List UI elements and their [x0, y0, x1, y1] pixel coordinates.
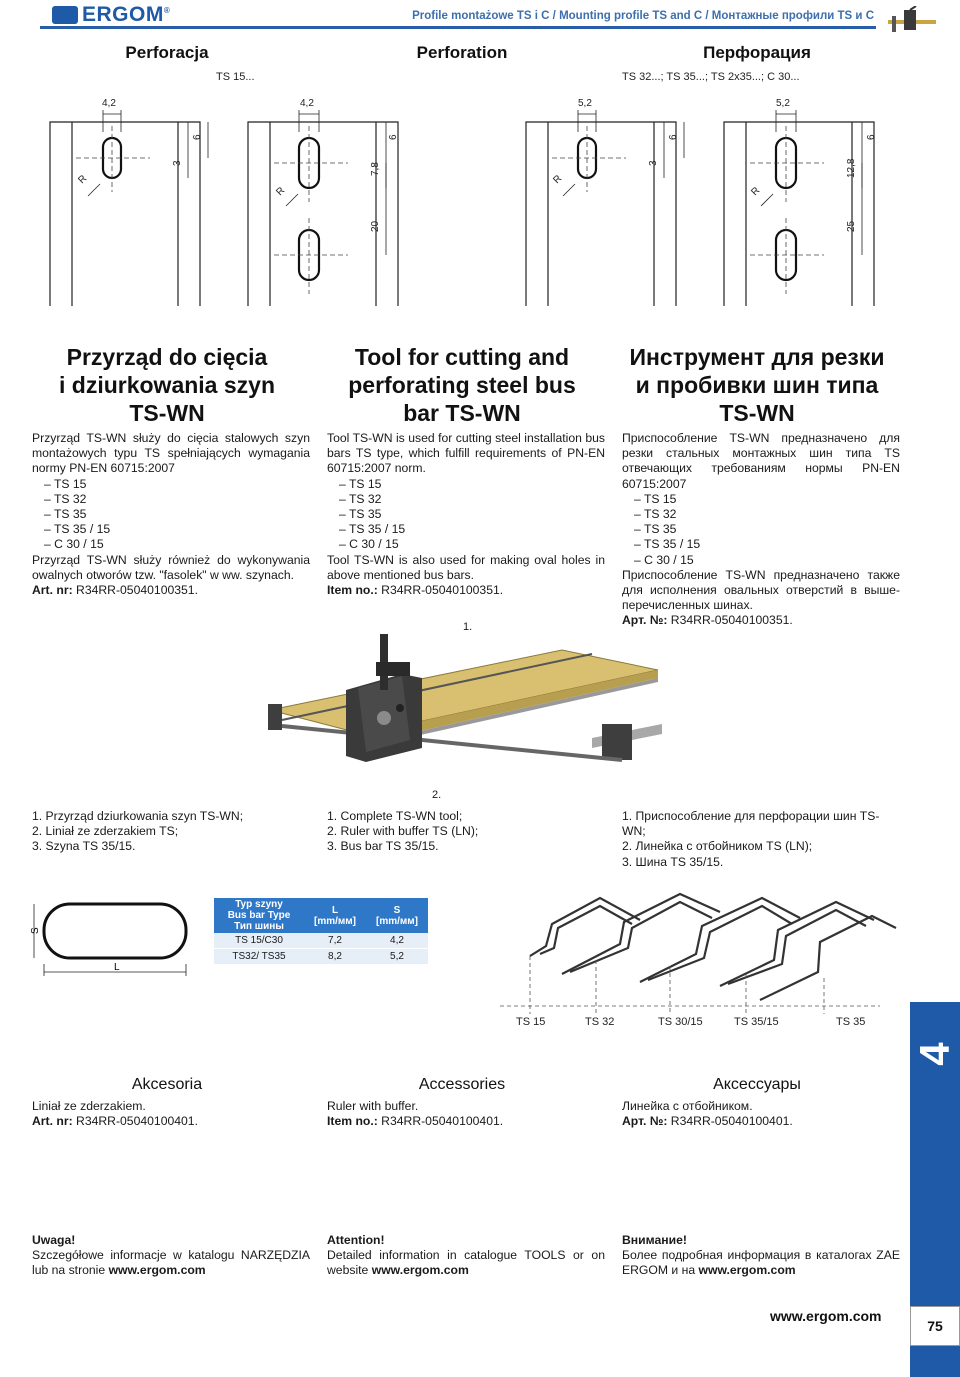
callout-2: 2. [432, 789, 442, 801]
logo: ERGOM® [82, 3, 171, 26]
legend-pl: 1. Przyrząd dziurkowania szyn TS-WN; 2. Liniał ze zderzakiem TS; 3. Szyna TS 35/15. [32, 809, 244, 854]
header-title: Profile montażowe TS i C / Mounting profile TS and C / Монтажные профили TS и C [412, 10, 874, 22]
svg-text:7,8: 7,8 [370, 162, 381, 176]
header-divider [40, 26, 876, 29]
accessories-en: Ruler with buffer. Item no.: R34RR-05040100401. [327, 1099, 504, 1129]
profile-name-ts35: TS 35 [836, 1016, 866, 1028]
profile-name-ts32: TS 32 [585, 1016, 615, 1028]
description-ru: Приспособление TS-WN предназначено для резки стальных монтажных шин типа TS отвечающих требованиям нормы PN-EN 60715:2007 – TS 15 – TS 32 – TS 35 – TS 35 / 15 – C 30 / 15 Приспособление TS-WN предназначено также для исполнения овальных отверстий в выше-перечисленных шинах. Арт. №: R34RR-05040100351. [622, 431, 900, 628]
svg-text:R: R [274, 185, 288, 199]
svg-text:5,2: 5,2 [578, 98, 592, 109]
profile-name-ts15: TS 15 [516, 1016, 546, 1028]
note-ru: Внимание! Более подробная информация в каталогах ZAE ERGOM и на www.ergom.com [622, 1233, 900, 1278]
heading-pl: Przyrząd do cięcia i dziurkowania szyn TS-WN [59, 344, 275, 426]
perforation-label-ts32: TS 32...; TS 35...; TS 2x35...; C 30... [622, 71, 800, 83]
note-en: Attention! Detailed information in catalogue TOOLS or on website www.ergom.com [327, 1233, 605, 1278]
accessories-heading-pl: Akcesoria [131, 1076, 203, 1093]
svg-text:3: 3 [172, 160, 183, 166]
footer-website[interactable]: www.ergom.com [770, 1308, 882, 1324]
slot-diagram [28, 896, 198, 978]
accessories-pl: Liniał ze zderzakiem. Art. nr: R34RR-05040100401. [32, 1099, 198, 1129]
note-link-pl[interactable]: www.ergom.com [108, 1263, 206, 1278]
svg-text:6: 6 [668, 134, 679, 140]
logo-icon [52, 6, 78, 24]
legend-en: 1. Complete TS-WN tool; 2. Ruler with buffer TS (LN); 3. Bus bar TS 35/15. [327, 809, 479, 854]
accessories-heading-en: Accessories [418, 1076, 506, 1093]
callout-1: 1. [463, 621, 473, 633]
note-link-ru[interactable]: www.ergom.com [698, 1263, 796, 1278]
tool-photo [262, 630, 662, 790]
table-header-s: S [mm/мм] [366, 898, 428, 933]
description-en: Tool TS-WN is used for cutting steel installation bus bars TS type, which fulfill requirements of PN-EN 60715:2007 norm. – TS 15 – TS 32 – TS 35 – TS 35 / 15 – C 30 / 15 Tool TS-WN is also used for making oval holes in above mentioned bus bars. Item no.: R34RR-05040100351. [327, 431, 605, 598]
perforation-drawings [40, 86, 910, 308]
table-row: TS32/ TS35 8,2 5,2 [214, 949, 428, 965]
svg-text:R: R [551, 173, 565, 187]
svg-text:4,2: 4,2 [300, 98, 314, 109]
tool-thumbnail-icon [886, 6, 938, 40]
perforation-heading-ru: Перфорация [703, 43, 811, 62]
profile-drawing [500, 888, 900, 1018]
svg-text:4,2: 4,2 [102, 98, 116, 109]
perforation-label-ts15: TS 15... [216, 71, 255, 83]
perforation-heading-pl: Perforacja [125, 43, 209, 62]
table-header-l: L [mm/мм] [304, 898, 366, 933]
svg-text:25: 25 [846, 220, 857, 232]
svg-text:R: R [749, 185, 763, 199]
accessories-heading-ru: Аксессуары [713, 1076, 801, 1093]
accessories-ru: Линейка с отбойником. Арт. №: R34RR-05040100401. [622, 1099, 793, 1129]
profile-name-ts3015: TS 30/15 [658, 1016, 703, 1028]
profile-table [214, 898, 428, 965]
heading-ru: Инструмент для резки и пробивки шин типа TS-WN [629, 344, 885, 426]
svg-text:3: 3 [648, 160, 659, 166]
svg-text:R: R [76, 173, 90, 187]
page-number: 75 [910, 1306, 960, 1346]
svg-text:12,8: 12,8 [846, 158, 857, 178]
svg-text:L: L [114, 962, 120, 973]
table-header-type: Typ szyny Bus bar Type Тип шины [214, 898, 304, 933]
svg-text:5,2: 5,2 [776, 98, 790, 109]
svg-text:6: 6 [388, 134, 399, 140]
heading-en: Tool for cutting and perforating steel bus bar TS-WN [348, 344, 576, 426]
svg-text:6: 6 [866, 134, 877, 140]
legend-ru: 1. Приспособление для перфорации шин TS-WN; 2. Линейка с отбойником TS (LN); 3. Шина TS 35/15. [622, 809, 880, 869]
chapter-number: 4 [911, 1042, 958, 1066]
table-row: TS 15/C30 7,2 4,2 [214, 933, 428, 949]
description-pl: Przyrząd TS-WN służy do cięcia stalowych szyn montażowych typu TS spełniających wymagania normy PN-EN 60715:2007 – TS 15 – TS 32 – TS 35 – TS 35 / 15 – C 30 / 15 Przyrząd TS-WN służy również do wykonywania owalnych otworów tzw. "fasolek" w ww. szynach. Art. nr: R34RR-05040100351. [32, 431, 310, 598]
profile-name-ts3515: TS 35/15 [734, 1016, 779, 1028]
note-pl: Uwaga! Szczegółowe informacje w katalogu NARZĘDZIA lub na stronie www.ergom.com [32, 1233, 310, 1278]
svg-text:6: 6 [192, 134, 203, 140]
svg-text:20: 20 [370, 220, 381, 232]
svg-text:S: S [30, 927, 41, 934]
perforation-heading-en: Perforation [416, 43, 508, 62]
note-link-en[interactable]: www.ergom.com [371, 1263, 469, 1278]
